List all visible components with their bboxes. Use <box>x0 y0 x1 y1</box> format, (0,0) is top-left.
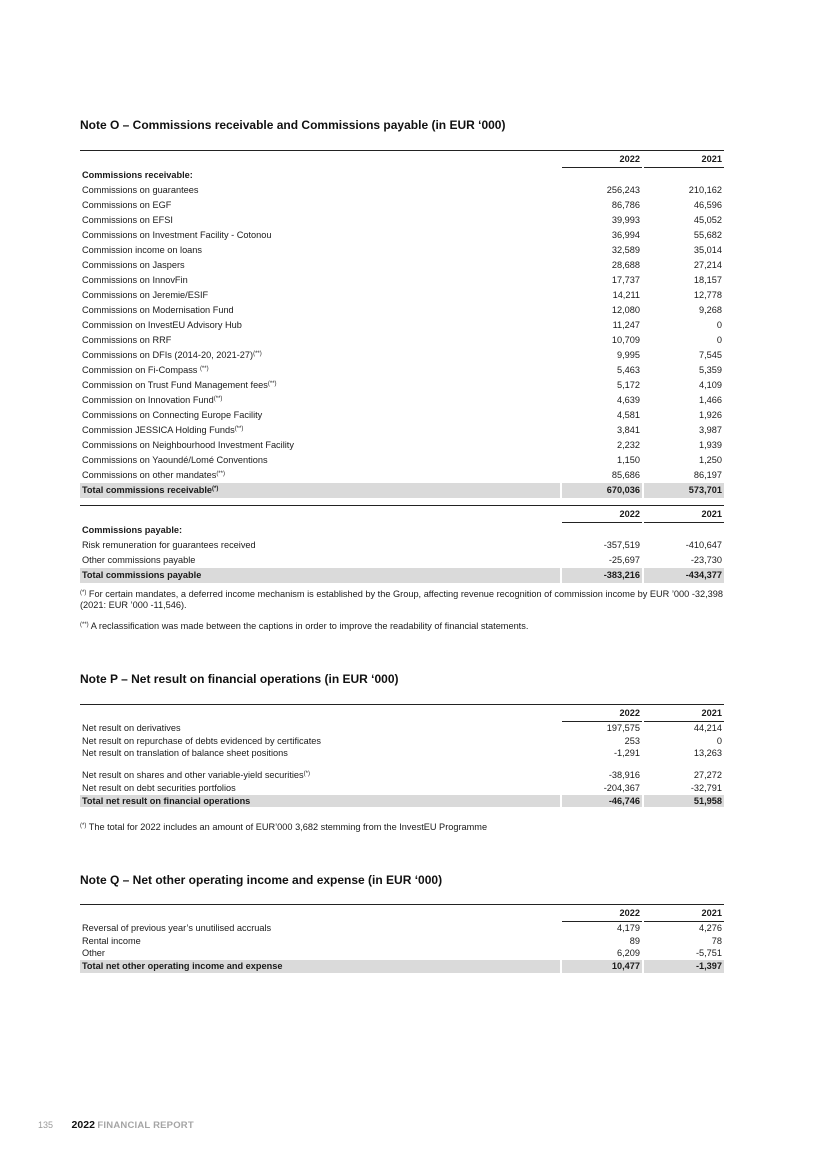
value-2022: 197,575 <box>606 723 640 733</box>
row-label-text: Commissions on DFIs (2014-20, 2021-27) <box>82 350 254 360</box>
table-row <box>80 438 724 453</box>
table-row <box>80 922 724 935</box>
value-2021: 0 <box>716 335 722 345</box>
row-label <box>80 922 560 935</box>
row-label-text: Risk remuneration for guarantees received <box>82 540 256 550</box>
value-2021: 4,109 <box>699 380 722 390</box>
row-label <box>80 568 560 583</box>
value-2022: -383,216 <box>562 568 642 583</box>
footnote-marker: (*) <box>212 486 219 492</box>
table-row <box>80 947 724 960</box>
value-2022: 670,036 <box>562 483 642 498</box>
row-label-text: Commission income on loans <box>82 245 202 255</box>
row-label <box>80 318 560 333</box>
row-label <box>80 423 560 438</box>
row-label <box>80 438 560 453</box>
row-label-text: Commissions on Jaspers <box>82 260 185 270</box>
row-label-text: Commissions on Modernisation Fund <box>82 305 234 315</box>
row-label-text: Total net result on financial operations <box>82 795 251 806</box>
value-2022: -204,367 <box>603 782 640 793</box>
row-label-text: Net result on translation of balance sheet positions <box>82 748 288 759</box>
row-label-text: Commission on Innovation Fund <box>82 395 214 405</box>
commissions-payable-table <box>80 505 724 583</box>
year-header: 2022 <box>562 151 642 168</box>
value-2022: -38,916 <box>608 770 640 781</box>
value-2022: 14,211 <box>612 290 640 300</box>
footnote-reclassification <box>80 621 723 632</box>
value-2022: 86,786 <box>611 200 640 210</box>
section-row <box>80 168 724 184</box>
value-2021: 7,545 <box>699 350 722 360</box>
row-label <box>80 538 560 553</box>
footnote-marker: (**) <box>80 622 89 628</box>
value-2021: 1,250 <box>699 455 722 465</box>
table-row <box>80 378 724 393</box>
footnote-marker: (*) <box>303 771 310 778</box>
footnote-text: A reclassification was made between the captions in order to improve the readability of financial statements. <box>88 621 529 631</box>
year-header: 2021 <box>644 506 724 523</box>
row-label <box>80 947 560 960</box>
row-label-text: Commissions on guarantees <box>82 185 199 195</box>
row-label <box>80 183 560 198</box>
value-2022: 253 <box>624 735 640 746</box>
value-2022: 17,737 <box>611 275 640 285</box>
footnote-marker: (*) <box>80 590 87 596</box>
note-p-title: Note P – Net result on financial operations (in EUR ‘000) <box>80 672 399 686</box>
row-label-text: Commissions on Connecting Europe Facility <box>82 410 263 420</box>
table-row <box>80 258 724 273</box>
financial-operations-table <box>80 704 724 807</box>
value-2022: -25,697 <box>608 555 640 565</box>
page-footer <box>38 1119 194 1131</box>
footnote-text: The total for 2022 includes an amount of EUR’000 3,682 stemming from the InvestEU Programme <box>86 822 488 832</box>
row-label-text: Commission JESSICA Holding Funds <box>82 425 235 435</box>
row-label-text: Total net other operating income and expense <box>82 961 283 972</box>
table-row <box>80 288 724 303</box>
section-label: Commissions payable: <box>82 524 183 535</box>
table-header-row <box>80 151 724 168</box>
year-header: 2021 <box>644 905 724 922</box>
footnote-marker: (**) <box>213 396 223 402</box>
value-2022: 4,179 <box>617 923 640 933</box>
row-label-text: Commission on Trust Fund Management fees <box>82 380 268 390</box>
table-row <box>80 468 724 483</box>
value-2021: 12,778 <box>693 290 722 300</box>
footnote-marker: (**) <box>199 366 209 372</box>
row-label-text: Commissions on Yaoundé/Lomé Conventions <box>82 455 268 465</box>
table-row <box>80 213 724 228</box>
footnote-investeu <box>80 822 723 833</box>
table-row <box>80 782 724 795</box>
row-label-text: Commission on Fi-Compass <box>82 365 200 375</box>
report-name: FINANCIAL REPORT <box>97 1120 194 1131</box>
note-o-title: Note O – Commissions receivable and Commissions payable (in EUR ‘000) <box>80 118 506 132</box>
row-label-text: Other commissions payable <box>82 555 196 565</box>
value-2021: 210,162 <box>688 185 722 195</box>
row-label <box>80 393 560 408</box>
table-row <box>80 722 724 735</box>
value-2021: -434,377 <box>644 568 724 583</box>
footnote-text: For certain mandates, a deferred income mechanism is established by the Group, affecting revenue recognition of commission income by EUR ’000 -32,398 (2021: EUR ’000 -11,546). <box>80 589 723 610</box>
table-row <box>80 935 724 948</box>
value-2022: 4,639 <box>617 395 640 405</box>
row-label-text: Net result on debt securities portfolios <box>82 782 236 793</box>
row-label-text: Net result on derivatives <box>82 722 181 733</box>
value-2021: 35,014 <box>693 245 722 255</box>
table-row <box>80 348 724 363</box>
footnote-marker: (**) <box>267 381 277 387</box>
total-row <box>80 568 724 583</box>
other-operating-income-table <box>80 904 724 973</box>
table-row <box>80 735 724 748</box>
section-row <box>80 523 724 539</box>
row-label <box>80 747 560 760</box>
footnote-marker: (**) <box>216 471 225 477</box>
spacer-row <box>80 760 724 769</box>
value-2022: 5,463 <box>617 365 640 375</box>
page-number: 135 <box>38 1120 54 1130</box>
row-label-text: Other <box>82 948 105 959</box>
value-2021: 13,263 <box>693 748 722 759</box>
value-2022: 6,209 <box>617 948 640 959</box>
table-row <box>80 318 724 333</box>
value-2021: 27,272 <box>693 770 722 781</box>
value-2021: 1,926 <box>699 410 722 420</box>
value-2021: 1,939 <box>699 440 722 450</box>
value-2021: 86,197 <box>693 470 722 480</box>
row-label-text: Commissions on Neighbourhood Investment Facility <box>82 440 294 450</box>
row-label <box>80 378 560 393</box>
value-2021: -410,647 <box>685 540 722 550</box>
value-2022: 3,841 <box>617 425 640 435</box>
table-row <box>80 228 724 243</box>
value-2021: 78 <box>711 935 722 946</box>
row-label <box>80 553 560 568</box>
year-header: 2022 <box>562 705 642 722</box>
row-label <box>80 363 560 378</box>
value-2021: 3,987 <box>699 425 722 435</box>
table-row <box>80 303 724 318</box>
footnote-marker: (**) <box>253 351 262 357</box>
value-2021: -5,751 <box>695 948 722 959</box>
row-label <box>80 935 560 948</box>
row-label <box>80 333 560 348</box>
row-label <box>80 735 560 748</box>
year-header: 2021 <box>644 705 724 722</box>
table-row <box>80 243 724 258</box>
table-header-row <box>80 705 724 722</box>
value-2022: -1,291 <box>613 748 640 759</box>
table-row <box>80 769 724 782</box>
row-label <box>80 408 560 423</box>
table-row <box>80 747 724 760</box>
value-2022: 32,589 <box>611 245 640 255</box>
value-2021: 46,596 <box>693 200 722 210</box>
row-label-text: Net result on shares and other variable-yield securities <box>82 770 304 781</box>
value-2021: 4,276 <box>699 923 722 933</box>
footnote-marker: (*) <box>80 823 87 829</box>
row-label-text: Commissions on EGF <box>82 200 172 210</box>
row-label-text: Commissions on EFSI <box>82 215 173 225</box>
value-2022: 2,232 <box>617 440 640 450</box>
row-label <box>80 213 560 228</box>
row-label <box>80 228 560 243</box>
table-row <box>80 363 724 378</box>
table-row <box>80 538 724 553</box>
value-2022: 11,247 <box>612 320 640 330</box>
value-2021: 45,052 <box>693 215 722 225</box>
row-label-text: Commissions on Investment Facility - Cotonou <box>82 230 272 240</box>
table-header-row <box>80 506 724 523</box>
total-row <box>80 960 724 973</box>
row-label <box>80 273 560 288</box>
value-2021: 5,359 <box>699 365 722 375</box>
value-2022: 85,686 <box>611 470 640 480</box>
value-2021: 55,682 <box>693 230 722 240</box>
row-label <box>80 453 560 468</box>
row-label-text: Total commissions receivable <box>82 485 213 495</box>
value-2021: 27,214 <box>693 260 722 270</box>
row-label <box>80 303 560 318</box>
table-row <box>80 183 724 198</box>
value-2021: 9,268 <box>699 305 722 315</box>
row-label-text: Rental income <box>82 935 141 946</box>
year-header: 2022 <box>562 905 642 922</box>
table-row <box>80 393 724 408</box>
report-year: 2022 <box>71 1119 95 1131</box>
row-label-text: Commissions on InnovFin <box>82 275 188 285</box>
note-q-title: Note Q – Net other operating income and expense (in EUR ‘000) <box>80 873 443 887</box>
row-label <box>80 243 560 258</box>
table-row <box>80 273 724 288</box>
row-label <box>80 483 560 498</box>
table-row <box>80 553 724 568</box>
year-header: 2021 <box>644 151 724 168</box>
row-label <box>80 795 560 808</box>
row-label-text: Commissions on other mandates <box>82 470 217 480</box>
footnote-deferred-income <box>80 589 723 611</box>
value-2021: -1,397 <box>644 960 724 973</box>
table-row <box>80 408 724 423</box>
row-label <box>80 468 560 483</box>
row-label <box>80 722 560 735</box>
table-row <box>80 198 724 213</box>
row-label-text: Commission on InvestEU Advisory Hub <box>82 320 242 330</box>
value-2022: 4,581 <box>617 410 640 420</box>
row-label <box>80 348 560 363</box>
value-2022: 5,172 <box>617 380 640 390</box>
row-label <box>80 960 560 973</box>
value-2022: -46,746 <box>562 795 642 808</box>
row-label-text: Total commissions payable <box>82 570 202 580</box>
value-2022: 36,994 <box>611 230 640 240</box>
commissions-receivable-table <box>80 150 724 498</box>
value-2021: 0 <box>716 320 722 330</box>
table-row <box>80 423 724 438</box>
value-2022: 89 <box>629 935 640 946</box>
row-label <box>80 258 560 273</box>
year-header: 2022 <box>562 506 642 523</box>
row-label <box>80 782 560 795</box>
row-label <box>80 769 560 782</box>
value-2022: 39,993 <box>611 215 640 225</box>
row-label <box>80 288 560 303</box>
value-2021: 1,466 <box>699 395 722 405</box>
footnote-marker: (**) <box>234 426 244 432</box>
value-2021: 51,958 <box>644 795 724 808</box>
table-row <box>80 333 724 348</box>
value-2022: 28,688 <box>611 260 640 270</box>
value-2022: 9,995 <box>617 350 640 360</box>
value-2022: 10,477 <box>562 960 642 973</box>
total-row <box>80 483 724 498</box>
value-2021: 44,214 <box>693 723 722 733</box>
value-2022: -357,519 <box>603 540 640 550</box>
value-2021: 0 <box>716 735 722 746</box>
value-2022: 1,150 <box>617 455 640 465</box>
row-label-text: Net result on repurchase of debts evidenced by certificates <box>82 735 322 746</box>
value-2022: 10,709 <box>611 335 640 345</box>
row-label-text: Commissions on RRF <box>82 335 172 345</box>
value-2021: 573,701 <box>644 483 724 498</box>
value-2021: 18,157 <box>693 275 722 285</box>
total-row <box>80 795 724 808</box>
section-label: Commissions receivable: <box>82 169 193 180</box>
table-row <box>80 453 724 468</box>
value-2021: -32,791 <box>690 782 722 793</box>
value-2022: 256,243 <box>606 185 640 195</box>
table-header-row <box>80 905 724 922</box>
row-label <box>80 198 560 213</box>
row-label-text: Reversal of previous year’s unutilised accruals <box>82 922 272 933</box>
value-2021: -23,730 <box>690 555 722 565</box>
value-2022: 12,080 <box>611 305 640 315</box>
row-label-text: Commissions on Jeremie/ESIF <box>82 290 209 300</box>
